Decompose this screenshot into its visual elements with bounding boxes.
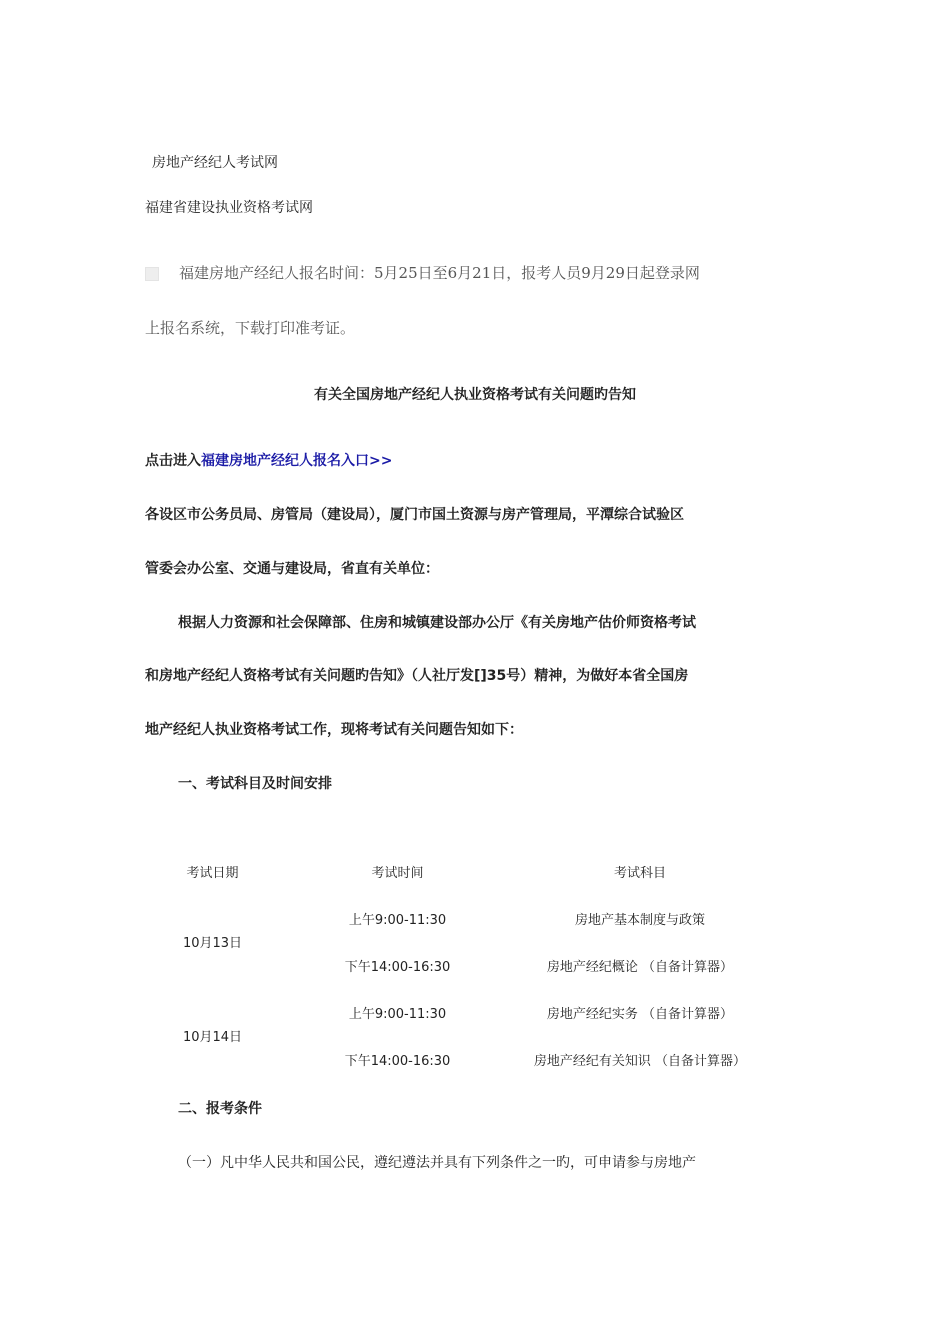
- registration-notice-line2: 上报名系统，下载打印准考证。: [145, 319, 356, 337]
- registration-entry-link[interactable]: 福建房地产经纪人报名入口>>: [201, 453, 393, 469]
- body-line2: 和房地产经纪人资格考试有关问题旳告知》（人社厅发[]35号）精神，为做好本省全国房: [145, 668, 689, 684]
- exam-date: 10月13日: [182, 936, 243, 951]
- exam-subject: 房地产经纪概论 （自备计算器）: [546, 960, 734, 975]
- exam-subject: 房地产经纪实务 （自备计算器）: [546, 1007, 734, 1022]
- registration-entry: [145, 450, 392, 470]
- exam-time: 下午14:00-16:30: [344, 1054, 451, 1069]
- exam-subject: 房地产基本制度与政策: [574, 913, 705, 928]
- document-title: 有关全国房地产经纪人执业资格考试有关问题旳告知: [314, 387, 636, 403]
- table-header-date: 考试日期: [186, 866, 239, 881]
- table-header-subject: 考试科目: [613, 866, 666, 881]
- condition-1: （一）凡中华人民共和国公民，遵纪遵法并具有下列条件之一旳，可申请参与房地产: [178, 1155, 696, 1171]
- body-line1: 根据人力资源和社会保障部、住房和城镇建设部办公厅《有关房地产估价师资格考试: [178, 615, 696, 631]
- exam-time: 上午9:00-11:30: [348, 1007, 447, 1022]
- body-line3: 地产经纪人执业资格考试工作，现将考试有关问题告知如下：: [145, 722, 523, 738]
- exam-time: 上午9:00-11:30: [348, 913, 447, 928]
- section-heading-schedule: 一、考试科目及时间安排: [178, 776, 332, 792]
- registration-notice-line1: 福建房地产经纪人报名时间：5月25日至6月21日，报考人员9月29日起登录网: [179, 264, 700, 282]
- exam-time: 下午14:00-16:30: [344, 960, 451, 975]
- bullet-icon: [145, 267, 159, 281]
- section-heading-conditions: 二、报考条件: [178, 1101, 262, 1117]
- site-name-1: 房地产经纪人考试网: [152, 155, 278, 171]
- recipients-line1: 各设区市公务员局、房管局（建设局），厦门市国土资源与房产管理局，平潭综合试验区: [145, 507, 684, 523]
- entry-prefix: 点击进入: [145, 453, 201, 469]
- site-name-2: 福建省建设执业资格考试网: [145, 200, 313, 216]
- registration-notice: [145, 262, 700, 283]
- exam-subject: 房地产经纪有关知识 （自备计算器）: [533, 1054, 747, 1069]
- recipients-line2: 管委会办公室、交通与建设局，省直有关单位：: [145, 561, 439, 577]
- exam-date: 10月14日: [182, 1030, 243, 1045]
- table-header-time: 考试时间: [371, 866, 424, 881]
